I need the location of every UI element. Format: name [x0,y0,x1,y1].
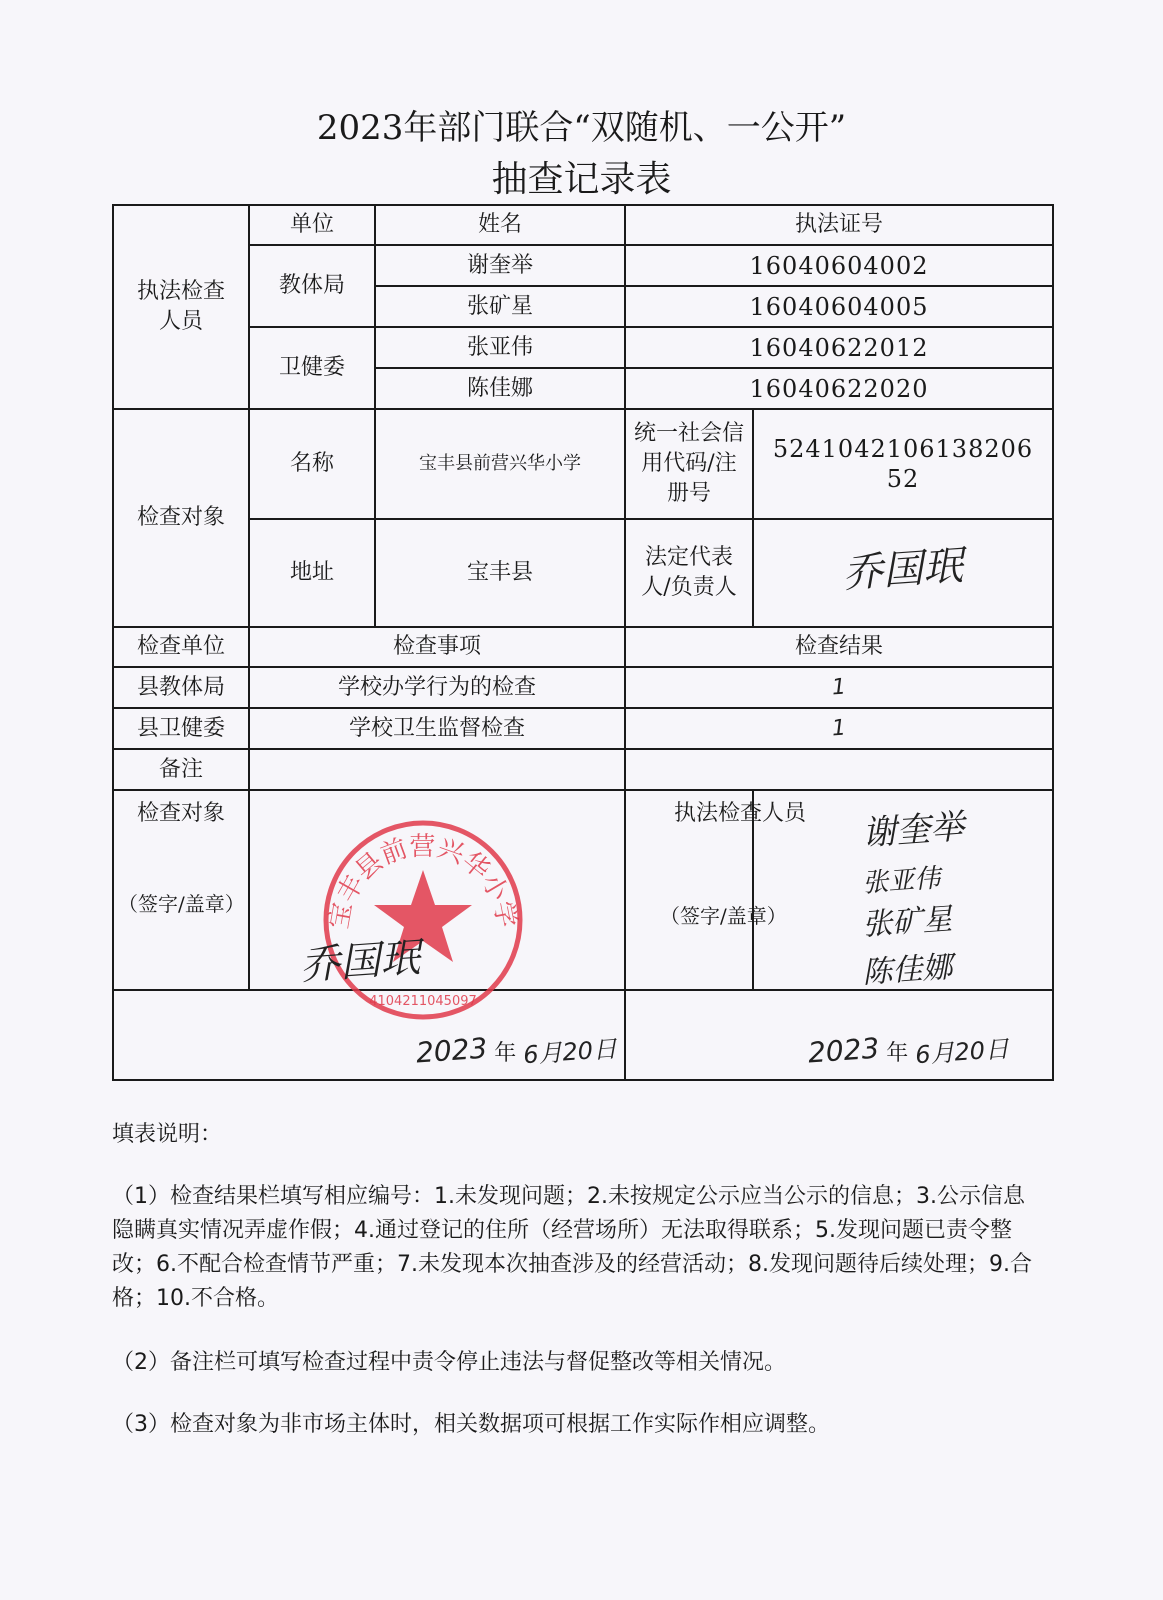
note-3: （3）检查对象为非市场主体时，相关数据项可根据工作实际作相应调整。 [112,1412,830,1437]
object-name-value: 宝丰县前营兴华小学 [375,409,625,519]
object-label: 检查对象 [113,409,249,627]
person-name: 陈佳娜 [375,368,625,409]
remark-label: 备注 [113,749,249,790]
inspector-sign-note: （签字/盖章） [660,904,787,928]
object-handwritten-signature: 乔国珉 [298,934,422,990]
inspector-signature-list [861,800,1032,991]
person-cert: 16040622012 [625,327,1053,368]
inspector-signature: 张亚伟 [861,863,942,899]
credit-code-value: 524104210613820652 [753,409,1053,519]
check-result-label: 检查结果 [625,627,1053,667]
remark-value-right [625,749,1053,790]
check-result: 1 [625,667,1053,708]
check-unit: 县卫健委 [113,708,249,749]
inspector-sign-date: 2023 年 6月20日 [806,1031,1011,1070]
inspectors-label: 执法检查人员 [113,205,249,409]
bureau-education: 教体局 [249,245,375,327]
form-title-line2: 抽查记录表 [491,159,672,200]
svg-text:宝丰县前营兴华小学: 宝丰县前营兴华小学 [324,831,522,932]
notes-heading: 填表说明： [112,1122,223,1147]
person-cert: 16040604002 [625,245,1053,286]
object-name-label: 名称 [249,409,375,519]
person-name: 谢奎举 [375,245,625,286]
header-name: 姓名 [375,205,625,245]
note-2: （2）备注栏可填写检查过程中责令停止违法与督促整改等相关情况。 [112,1350,786,1375]
inspector-signature: 陈佳娜 [861,949,954,991]
sign-object-label: 检查对象 （签字/盖章） [113,790,249,990]
person-cert: 16040622020 [625,368,1053,409]
person-name: 张矿星 [375,286,625,327]
check-item-label: 检查事项 [249,627,625,667]
legal-rep-signature: 乔国珉 [753,519,1053,627]
person-name: 张亚伟 [375,327,625,368]
check-item: 学校卫生监督检查 [249,708,625,749]
check-unit-label: 检查单位 [113,627,249,667]
remark-value [249,749,625,790]
check-result: 1 [625,708,1053,749]
inspector-signature: 张矿星 [861,901,954,943]
inspector-signature: 谢奎举 [861,806,966,854]
address-value: 宝丰县 [375,519,625,627]
sign-inspector-label: 执法检查人员 [625,790,753,990]
credit-code-label: 统一社会信用代码/注册号 [625,409,753,519]
legal-rep-label: 法定代表人/负责人 [625,519,753,627]
note-1: （1）检查结果栏填写相应编号：1.未发现问题；2.未按规定公示应当公示的信息；3.公示信息隐瞒真实情况弄虚作假；4.通过登记的住所（经营场所）无法取得联系；5.发现问题已责令整改；6.不配合检查情节严重；7.未发现本次抽查涉及的经营活动；8.发现问题待后续处理；9.合格；10.不合格。 [112,1184,1032,1311]
header-cert: 执法证号 [625,205,1053,245]
check-unit: 县教体局 [113,667,249,708]
svg-text:4104211045097: 4104211045097 [369,994,477,1009]
check-item: 学校办学行为的检查 [249,667,625,708]
header-unit: 单位 [249,205,375,245]
address-label: 地址 [249,519,375,627]
form-title-line1: 2023年部门联合“双随机、一公开” [316,108,847,148]
person-cert: 16040604005 [625,286,1053,327]
object-sign-date: 2023 年 6月20日 [414,1031,619,1070]
bureau-health: 卫健委 [249,327,375,409]
official-seal-icon [318,815,528,1025]
